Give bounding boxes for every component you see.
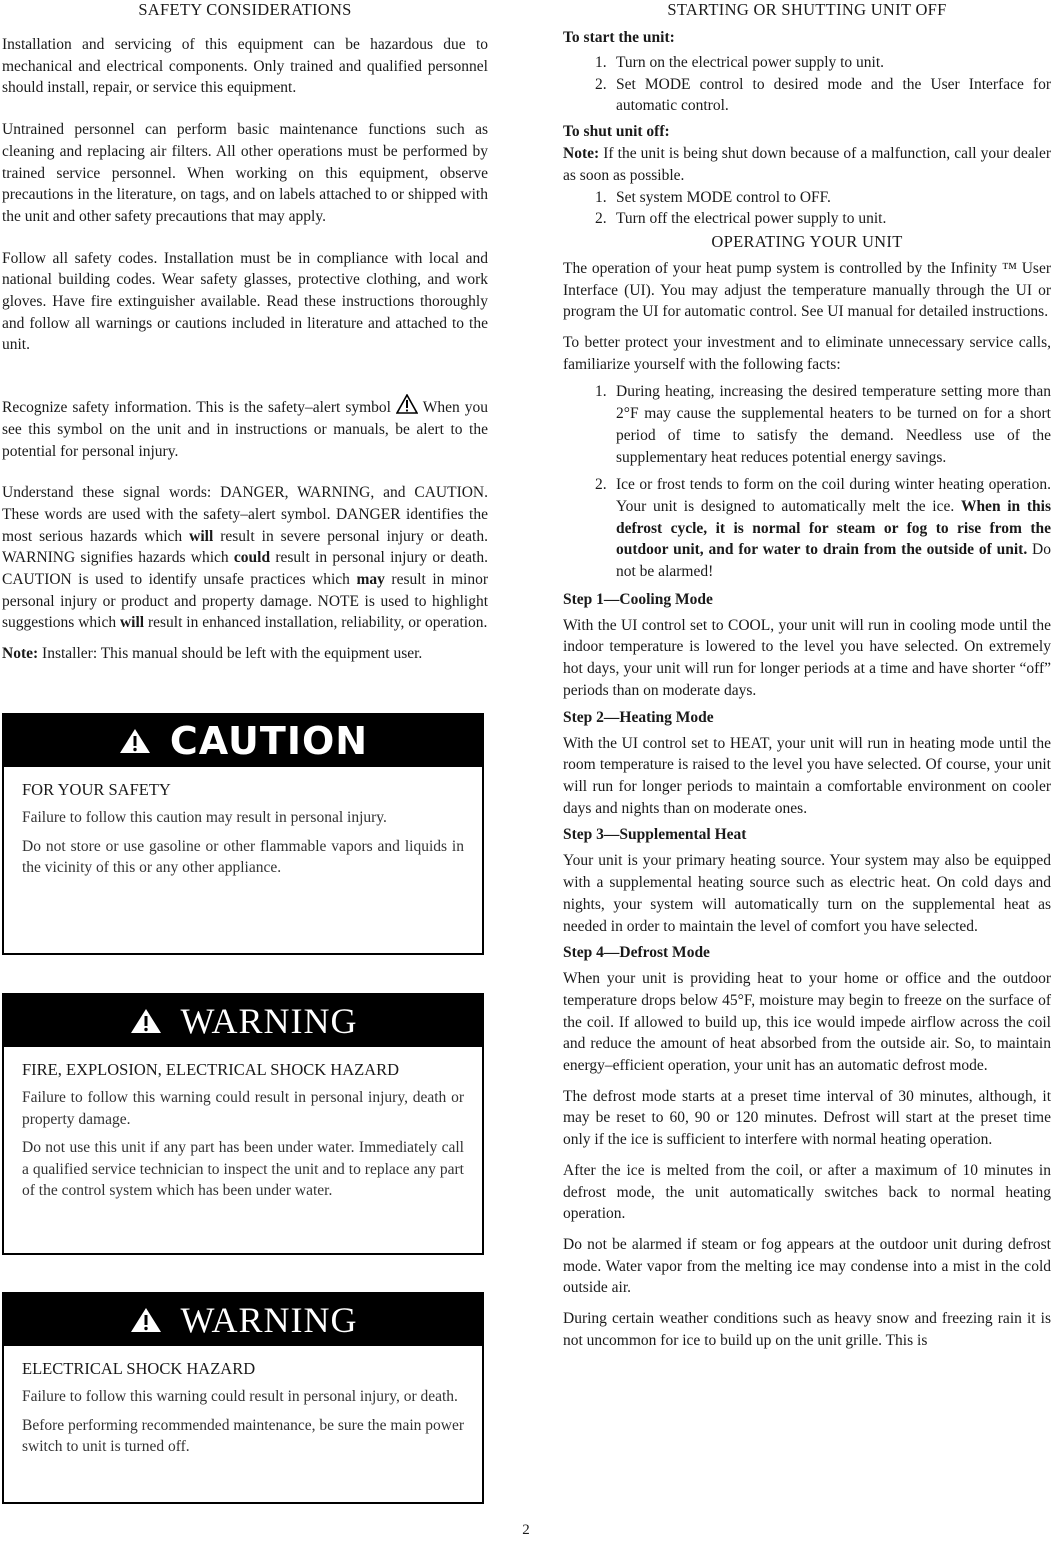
- hazard-text: Do not store or use gasoline or other flammable vapors and liquids in the vicinity of this or any other appliance.: [22, 837, 464, 876]
- shut-steps-list: [563, 187, 1051, 230]
- step3-text: Your unit is your primary heating source. Your system may also be equipped with a supplemental heating source such as electric heat. On cold days and nights, your system will automatically turn on the supplemental heat as needed in order to maintain the level of comfort you have selected.: [563, 852, 1051, 935]
- hazard-text: Before performing recommended maintenance, be sure the main power switch to unit is turned off.: [22, 1416, 464, 1455]
- step4-paragraph-5: During certain weather conditions such as heavy snow and freezing rain it is not uncommon for ice to build up on the unit grille. This is: [563, 1310, 1051, 1349]
- step2-title: Step 2—Heating Mode: [563, 708, 714, 726]
- hazard-text: Do not use this unit if any part has been under water. Immediately call a qualified service technician to inspect the unit and to replace any part of the control system which has been under water.: [22, 1139, 464, 1199]
- list-item: 2. Set MODE control to desired mode and the User Interface for automatic control.: [595, 75, 1051, 115]
- step4-paragraph-1: When your unit is providing heat to your home or office and the outdoor temperature drops below 45°F, moisture may begin to freeze on the surface of the coil. If allowed to build up, this ice would impede airflow across the coil and reduce the amount of heat absorbed from the outside air. So, to maintain energy–efficient operation, your unit has an automatic defrost mode.: [563, 970, 1051, 1075]
- alert-triangle-icon: [118, 727, 152, 755]
- shut-note: Note: If the unit is being shut down because of a malfunction, call your dealer as soon as possible.: [563, 145, 1051, 184]
- installer-note: Note: Installer: This manual should be left with the equipment user.: [2, 645, 423, 663]
- hazard-text: Failure to follow this caution may result in personal injury.: [22, 809, 387, 826]
- signal-word: CAUTION: [169, 719, 369, 763]
- operating-heading: OPERATING YOUR UNIT: [711, 231, 903, 251]
- signal-word: WARNING: [180, 1300, 358, 1340]
- step4-paragraph-2: The defrost mode starts at a preset time interval of 30 minutes, although, it may be reset to 60, 90 or 120 minutes. Defrost will start at the preset time only if the ice is sufficient to interfere with normal heating operation.: [563, 1087, 1051, 1149]
- list-item: 2. Turn off the electrical power supply to unit.: [595, 210, 887, 228]
- signal-word: WARNING: [180, 1001, 358, 1041]
- facts-list: [563, 381, 1051, 582]
- warning-box-electrical: [2, 1292, 484, 1504]
- step4-paragraph-3: After the ice is melted from the coil, or after a maximum of 10 minutes in defrost mode, the unit automatically switches back to normal heating operation.: [563, 1161, 1051, 1223]
- list-item: 1. Turn on the electrical power supply to unit.: [595, 54, 885, 71]
- list-item: 2. Ice or frost tends to form on the coil during winter heating operation. Your unit is designed to automatically melt the ice. When in this defrost cycle, it is normal for steam or fog to rise from the outdoor unit, and for water to drain from the outside of unit. Do not be alarmed!: [595, 476, 1051, 581]
- right-column: [563, 0, 1051, 1351]
- operating-paragraph-1: The operation of your heat pump system is controlled by the Infinity ™ User Interface (UI). You may adjust the temperature manually through the UI or program the UI for automatic control. See UI manual for detailed instructions.: [563, 259, 1051, 321]
- safety-heading: SAFETY CONSIDERATIONS: [138, 0, 352, 19]
- start-unit-title: To start the unit:: [563, 29, 675, 46]
- safety-alert-text: When you see this symbol on the unit and in instructions or manuals, be alert to the potential for personal injury.: [2, 399, 489, 460]
- start-steps-list: [563, 52, 1051, 117]
- shut-unit-title: To shut unit off:: [563, 123, 670, 141]
- hazard-title: FIRE, EXPLOSION, ELECTRICAL SHOCK HAZARD: [22, 1060, 400, 1079]
- warning-header: [4, 1294, 482, 1346]
- safety-paragraph-4: [2, 394, 488, 462]
- safety-alert-icon: [396, 394, 418, 414]
- safety-paragraph-2: Untrained personnel can perform basic maintenance functions such as cleaning and replacing air filters. All other operations must be performed by trained service personnel. When working on this equipment, observe precautions in the literature, on tags, and on labels attached to or shipped with the unit and other safety precautions that may apply.: [2, 121, 488, 225]
- step2-text: With the UI control set to HEAT, your unit will run in heating mode until the room temperature is raised to the level you have selected. Of course, your unit will run for longer periods to maintain a comfortable environment on cooler days and nights than on moderate ones.: [563, 734, 1051, 817]
- warning-box-fire: [2, 993, 484, 1255]
- page-number: 2: [522, 1522, 530, 1538]
- list-item: 1. Set system MODE control to OFF.: [595, 188, 831, 206]
- caution-header: [4, 715, 482, 767]
- safety-paragraph-1: Installation and servicing of this equipment can be hazardous due to mechanical and electrical components. Only trained and qualified personnel should install, repair, or service this equipment.: [2, 36, 488, 97]
- starting-heading: STARTING OR SHUTTING UNIT OFF: [667, 0, 947, 19]
- step3-title: Step 3—Supplemental Heat: [563, 826, 747, 844]
- list-item: 1. During heating, increasing the desired temperature setting more than 2°F may cause the supplemental heaters to be turned on for a short period of time to satisfy the demand. Needless use of the supplementary heat reduces potential energy savings.: [595, 383, 1051, 466]
- left-column: [2, 0, 488, 665]
- operating-paragraph-2: To better protect your investment and to eliminate unnecessary service calls, familiarize yourself with the following facts:: [563, 334, 1051, 373]
- alert-triangle-icon: [129, 1007, 163, 1035]
- hazard-title: ELECTRICAL SHOCK HAZARD: [22, 1359, 256, 1378]
- alert-triangle-icon: [129, 1306, 163, 1334]
- caution-box: [2, 713, 484, 955]
- step4-title: Step 4—Defrost Mode: [563, 944, 710, 962]
- safety-paragraph-3: Follow all safety codes. Installation must be in compliance with local and national building codes. Wear safety glasses, protective clothing, and work gloves. Have fire extinguisher available. Read these instructions thoroughly and follow all warnings or cautions included in literature and attached to the unit.: [2, 249, 488, 354]
- warning-header: [4, 995, 482, 1047]
- hazard-text: Failure to follow this warning could result in personal injury, or death.: [22, 1388, 458, 1405]
- safety-alert-intro: Recognize safety information. This is the safety–alert symbol: [2, 399, 391, 417]
- step4-paragraph-4: Do not be alarmed if steam or fog appears at the outdoor unit during defrost mode. Water vapor from the melting ice may condense into a mist in the cold outside air.: [563, 1235, 1051, 1297]
- step1-text: With the UI control set to COOL, your unit will run in cooling mode until the indoor temperature is lowered to the level you have selected. On extremely hot days, your unit will run for longer periods at a time and have shorter “off” periods than on moderate days.: [563, 616, 1051, 699]
- step1-title: Step 1—Cooling Mode: [563, 590, 713, 608]
- hazard-title: FOR YOUR SAFETY: [22, 780, 171, 799]
- signal-words-paragraph: Understand these signal words: DANGER, WARNING, and CAUTION. These words are used with the safety–alert symbol. DANGER identifies the most serious hazards which will result in severe personal injury or death. WARNING signifies hazards which could result in personal injury or death. CAUTION is used to identify unsafe practices which may result in minor personal injury or product and property damage. NOTE is used to highlight suggestions which will result in enhanced installation, reliability, or operation.: [2, 484, 488, 632]
- hazard-text: Failure to follow this warning could result in personal injury, death or property damage.: [22, 1089, 464, 1128]
